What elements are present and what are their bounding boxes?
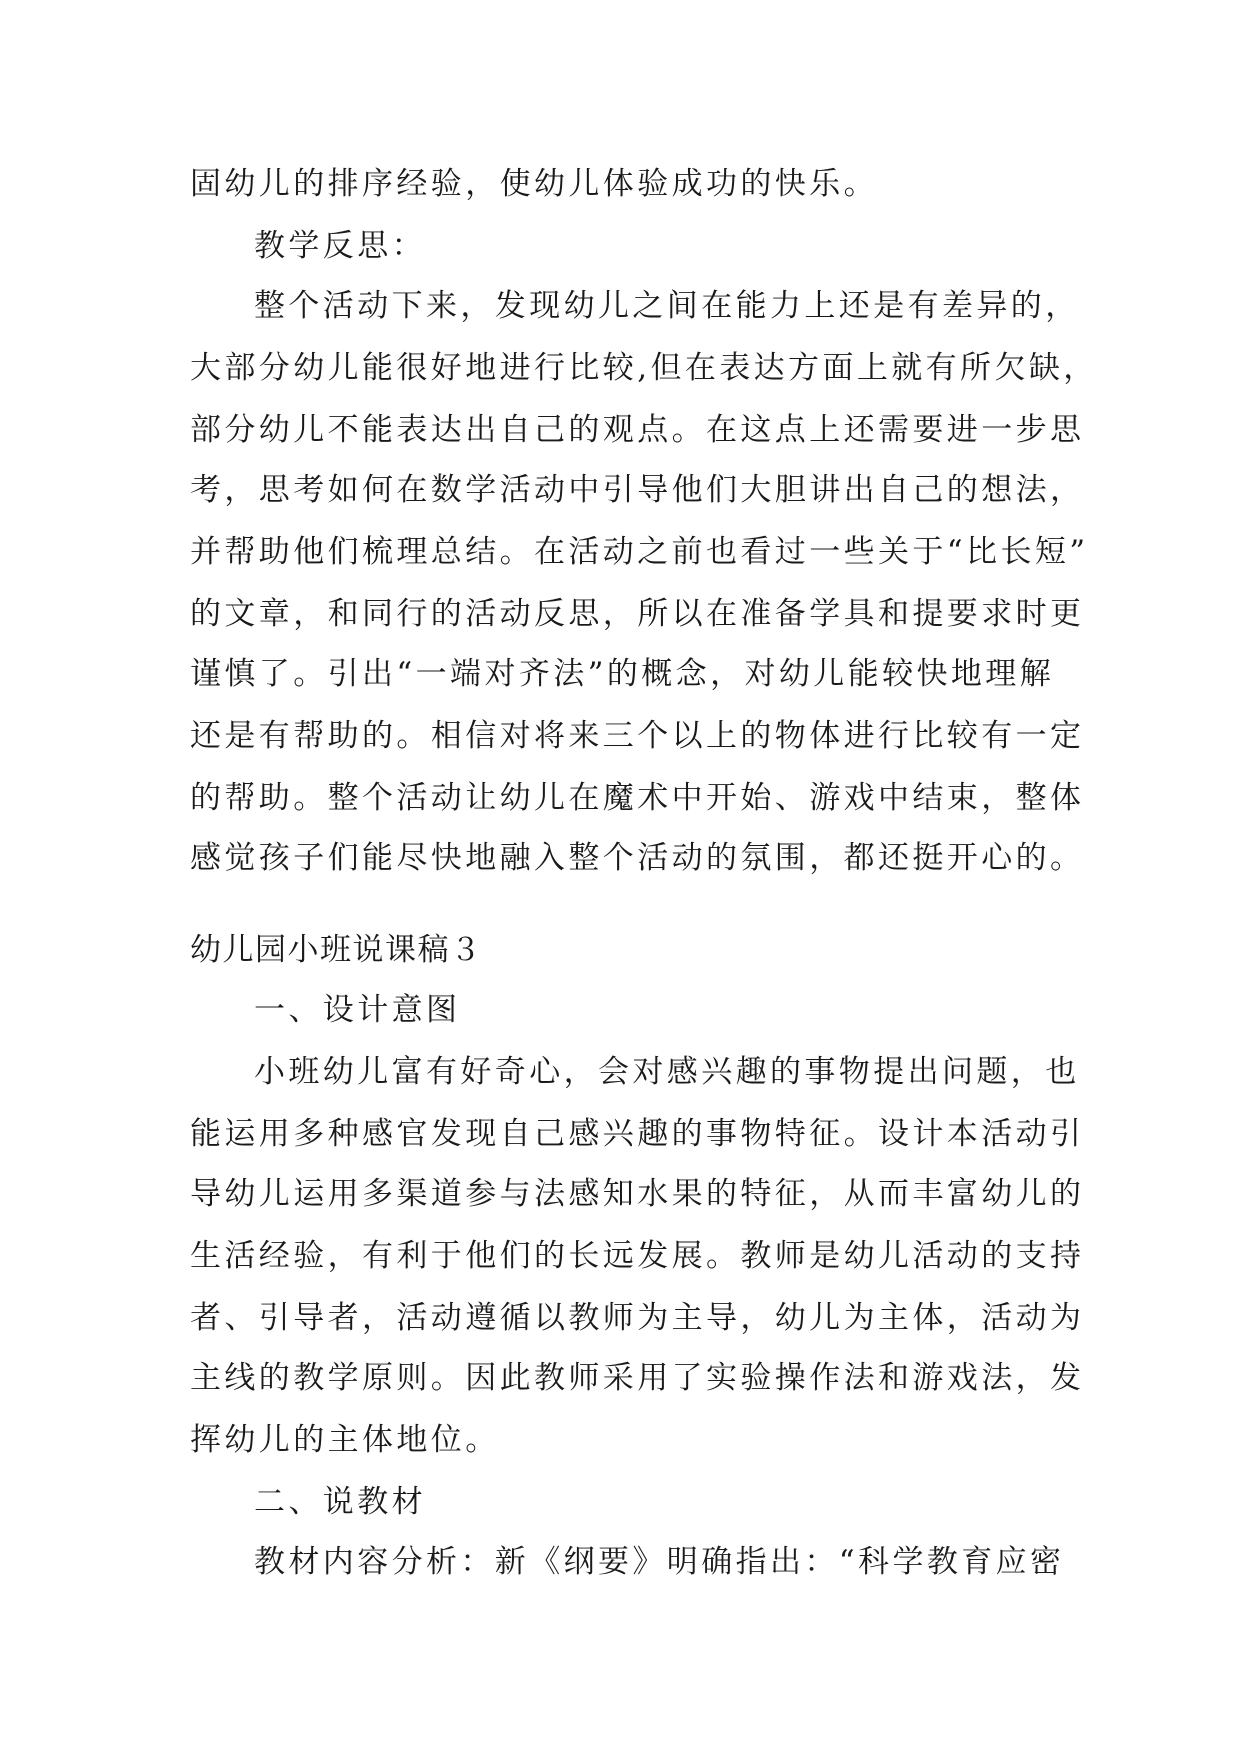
section-heading-reflection: 教学反思： <box>254 228 426 264</box>
section-heading-materials: 二、说教材 <box>254 1484 426 1520</box>
paragraph-line: 考，思考如何在数学活动中引导他们大胆讲出自己的想法， <box>190 472 1085 508</box>
paragraph-line: 的文章，和同行的活动反思，所以在准备学具和提要求时更 <box>190 596 1085 632</box>
paragraph-line: 生活经验，有利于他们的长远发展。教师是幼儿活动的支持 <box>190 1238 1085 1274</box>
paragraph-line: 固幼儿的排序经验，使幼儿体验成功的快乐。 <box>190 166 878 202</box>
paragraph-line: 教材内容分析：新《纲要》明确指出：“科学教育应密 <box>254 1544 1065 1580</box>
paragraph-line: 大部分幼儿能很好地进行比较,但在表达方面上就有所欠缺， <box>190 350 1098 386</box>
paragraph-line: 感觉孩子们能尽快地融入整个活动的氛围，都还挺开心的。 <box>190 840 1085 876</box>
paragraph-line: 整个活动下来，发现幼儿之间在能力上还是有差异的， <box>254 288 1080 324</box>
paragraph-line: 谨慎了。引出“一端对齐法”的概念，对幼儿能较快地理解 <box>190 656 1055 692</box>
paragraph-line: 部分幼儿不能表达出自己的观点。在这点上还需要进一步思 <box>190 412 1085 448</box>
paragraph-line: 并帮助他们梳理总结。在活动之前也看过一些关于“比长短” <box>190 534 1089 570</box>
paragraph-line: 能运用多种感官发现自己感兴趣的事物特征。设计本活动引 <box>190 1116 1085 1152</box>
paragraph-line: 者、引导者，活动遵循以教师为主导，幼儿为主体，活动为 <box>190 1300 1085 1336</box>
section-heading-design-intent: 一、设计意图 <box>254 992 461 1028</box>
paragraph-line: 挥幼儿的主体地位。 <box>190 1422 500 1458</box>
document-section-title: 幼儿园小班说课稿３ <box>190 932 483 968</box>
paragraph-line: 小班幼儿富有好奇心，会对感兴趣的事物提出问题，也 <box>254 1054 1080 1090</box>
paragraph-line: 的帮助。整个活动让幼儿在魔术中开始、游戏中结束，整体 <box>190 780 1085 816</box>
paragraph-line: 还是有帮助的。相信对将来三个以上的物体进行比较有一定 <box>190 718 1085 754</box>
paragraph-line: 导幼儿运用多渠道参与法感知水果的特征，从而丰富幼儿的 <box>190 1176 1085 1212</box>
paragraph-line: 主线的教学原则。因此教师采用了实验操作法和游戏法，发 <box>190 1360 1085 1396</box>
